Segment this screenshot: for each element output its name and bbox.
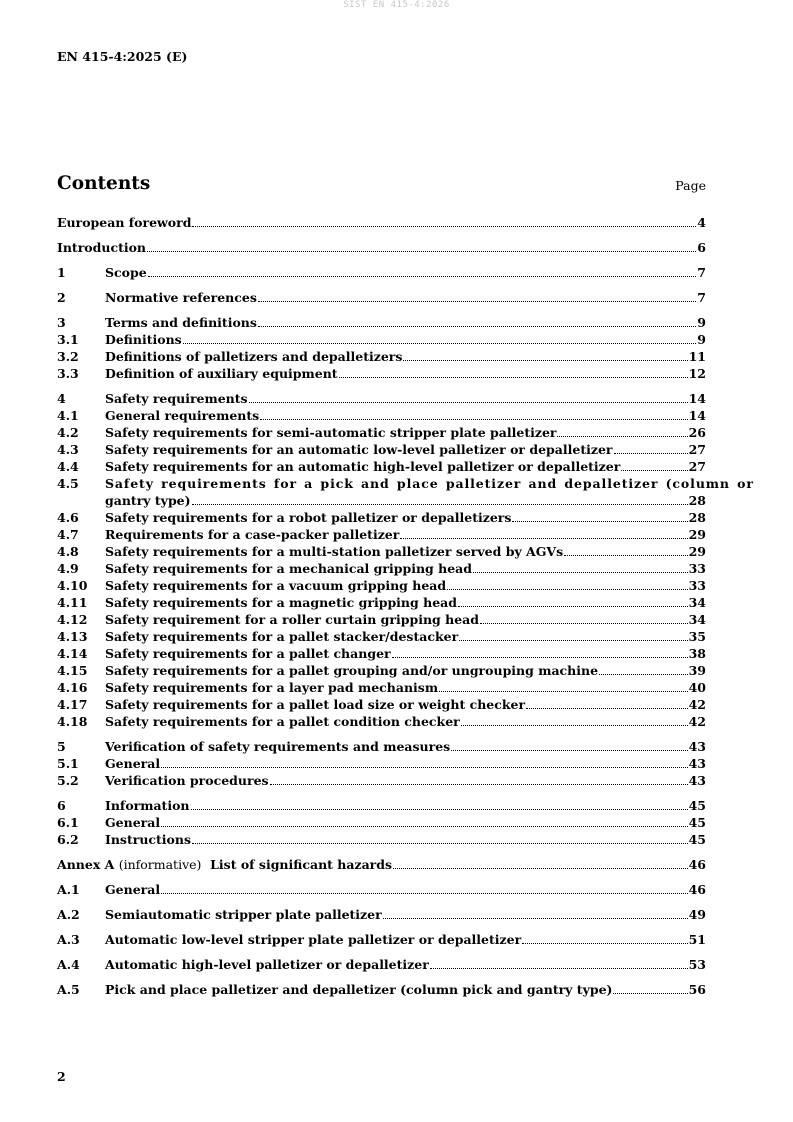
toc-entry-page: 46	[688, 882, 706, 897]
toc-entry-title: Safety requirements for a pick and place palletizer and depalletizer (column or	[105, 476, 754, 491]
toc-entry[interactable]	[57, 611, 706, 628]
toc-entry-page: 7	[697, 265, 706, 280]
leader-dots	[614, 453, 688, 454]
leader-dots	[148, 276, 697, 277]
toc-entry-page: 43	[688, 773, 706, 788]
leader-dots	[393, 868, 688, 869]
toc-entry-number: 5.1	[57, 756, 79, 771]
toc-entry[interactable]	[57, 645, 706, 662]
toc-entry[interactable]	[57, 679, 706, 696]
toc-entry[interactable]	[57, 314, 706, 331]
toc-entry-page: 11	[688, 349, 706, 364]
toc-entry-title: Safety requirements for a pallet condition checker	[105, 714, 460, 729]
toc-entry-number: 1	[57, 265, 66, 280]
toc-entry-title: General	[105, 815, 161, 830]
toc-entry-title: Safety requirements for an automatic low-level palletizer or depalletizer	[105, 442, 613, 457]
leader-dots	[621, 470, 687, 471]
toc-entry-number: A.2	[57, 907, 80, 922]
leader-dots	[522, 943, 687, 944]
toc-entry-title: Safety requirements for semi-automatic stripper plate palletizer	[105, 425, 557, 440]
leader-dots	[400, 538, 687, 539]
toc-entry-title: Safety requirements for a pallet load size or weight checker	[105, 697, 526, 712]
leader-dots	[192, 843, 688, 844]
leader-dots	[258, 326, 696, 327]
toc-entry-page: 43	[688, 756, 706, 771]
toc-entry[interactable]	[57, 881, 706, 898]
toc-entry-page: 45	[688, 832, 706, 847]
leader-dots	[458, 606, 688, 607]
toc-entry-number: A.5	[57, 982, 80, 997]
toc-entry-title: Definitions of palletizers and depalletizers	[105, 349, 403, 364]
leader-dots	[451, 750, 687, 751]
toc-entry-page: 9	[697, 332, 706, 347]
toc-entry[interactable]	[57, 831, 706, 848]
toc-entry-page: 49	[688, 907, 706, 922]
toc-entry-title: Safety requirements for an automatic high-level palletizer or depalletizer	[105, 459, 621, 474]
leader-dots	[473, 572, 688, 573]
toc-entry[interactable]	[57, 407, 706, 424]
toc-entry-number: 4.3	[57, 442, 79, 457]
toc-entry-title: Safety requirements for a pallet grouping and/or ungrouping machine	[105, 663, 599, 678]
toc-entry-title: Safety requirements for a robot palletizer or depalletizers	[105, 510, 512, 525]
leader-dots	[249, 402, 688, 403]
leader-dots	[461, 725, 688, 726]
toc-entry-title: European foreword	[57, 215, 192, 230]
toc-entry[interactable]	[57, 662, 706, 679]
toc-entry-title: Safety requirements for a vacuum gripping head	[105, 578, 447, 593]
toc-entry[interactable]	[57, 365, 706, 382]
toc-entry-page: 39	[688, 663, 706, 678]
leader-dots	[512, 521, 687, 522]
toc-entry-title: Automatic high-level palletizer or depalletizer	[105, 957, 429, 972]
toc-entry[interactable]	[57, 390, 706, 407]
toc-entry-title: Pick and place palletizer and depalletizer (column pick and gantry type)	[105, 982, 613, 997]
toc-entry-page: 46	[688, 857, 706, 872]
toc-entry-number: 3.1	[57, 332, 79, 347]
toc-entry-number: 4.11	[57, 595, 88, 610]
leader-dots	[192, 504, 688, 505]
leader-dots	[599, 674, 688, 675]
leader-dots	[270, 784, 688, 785]
toc-entry-page: 28	[688, 510, 706, 525]
toc-entry-number: 3.3	[57, 366, 79, 381]
annex-informative: (informative)	[118, 857, 202, 872]
toc-entry-number: 6.1	[57, 815, 79, 830]
leader-dots	[339, 377, 688, 378]
toc-entry[interactable]	[57, 696, 706, 713]
toc-entry-number: 4.14	[57, 646, 88, 661]
toc-entry[interactable]	[57, 931, 706, 948]
toc-entry-number: 4.12	[57, 612, 88, 627]
table-of-contents	[57, 214, 754, 998]
toc-entry-page: 43	[688, 739, 706, 754]
toc-entry-page: 51	[688, 932, 706, 947]
watermark: SIST EN 415-4:2026	[343, 0, 450, 10]
leader-dots	[258, 301, 696, 302]
toc-entry-title: Verification of safety requirements and measures	[105, 739, 451, 754]
toc-entry[interactable]	[57, 981, 706, 998]
toc-entry-number: 5	[57, 739, 66, 754]
toc-entry-annex[interactable]	[57, 856, 706, 873]
toc-entry-page: 42	[688, 697, 706, 712]
toc-entry-page: 45	[688, 815, 706, 830]
toc-entry-page: 27	[688, 442, 706, 457]
toc-entry-title: Safety requirements for a pallet stacker/destacker	[105, 629, 459, 644]
toc-entry-page: 28	[688, 493, 706, 508]
leader-dots	[447, 589, 687, 590]
toc-entry-number: 4.6	[57, 510, 79, 525]
toc-entry[interactable]	[57, 264, 706, 281]
leader-dots	[392, 657, 688, 658]
toc-entry-page: 4	[697, 215, 706, 230]
leader-dots	[191, 809, 688, 810]
toc-entry-page: 34	[688, 612, 706, 627]
toc-entry-page: 26	[688, 425, 706, 440]
toc-entry-number: 3	[57, 315, 66, 330]
toc-entry[interactable]	[57, 906, 706, 923]
toc-entry-title: Normative references	[105, 290, 257, 305]
toc-entry-title: Scope	[105, 265, 147, 280]
toc-entry[interactable]	[57, 755, 706, 772]
toc-entry-page: 14	[688, 408, 706, 423]
toc-entry[interactable]	[57, 956, 706, 973]
toc-entry[interactable]	[57, 441, 706, 458]
leader-dots	[439, 691, 688, 692]
leader-dots	[564, 555, 687, 556]
toc-entry-number: 4.18	[57, 714, 88, 729]
toc-entry-page: 33	[688, 561, 706, 576]
toc-entry[interactable]	[57, 424, 706, 441]
toc-entry[interactable]	[57, 577, 706, 594]
toc-entry-page: 29	[688, 544, 706, 559]
toc-entry-title: Automatic low-level stripper plate palletizer or depalletizer	[105, 932, 522, 947]
toc-entry-page: 34	[688, 595, 706, 610]
toc-entry-page: 12	[688, 366, 706, 381]
toc-entry-number: 3.2	[57, 349, 79, 364]
leader-dots	[526, 708, 688, 709]
toc-entry-title: Requirements for a case-packer palletizer	[105, 527, 400, 542]
toc-entry[interactable]	[57, 814, 706, 831]
leader-dots	[383, 918, 688, 919]
toc-entry-page: 56	[688, 982, 706, 997]
toc-entry-page: 29	[688, 527, 706, 542]
leader-dots	[183, 343, 697, 344]
toc-entry-number: 6.2	[57, 832, 79, 847]
toc-entry-title: Safety requirement for a roller curtain gripping head	[105, 612, 480, 627]
toc-entry-number: 4.5	[57, 476, 79, 491]
toc-entry-title-continued: gantry type)	[105, 493, 191, 508]
toc-entry-title: Definition of auxiliary equipment	[105, 366, 338, 381]
toc-entry[interactable]	[57, 526, 706, 543]
page-column-label: Page	[675, 178, 706, 193]
leader-dots	[557, 436, 687, 437]
toc-entry-page: 6	[697, 240, 706, 255]
contents-title: Contents	[57, 173, 151, 194]
page-number: 2	[57, 1069, 66, 1084]
toc-entry-number: 4.15	[57, 663, 88, 678]
toc-entry[interactable]	[57, 543, 706, 560]
toc-entry-number: 4.1	[57, 408, 79, 423]
toc-entry-page: 14	[688, 391, 706, 406]
leader-dots	[147, 251, 696, 252]
leader-dots	[403, 360, 687, 361]
toc-entry[interactable]	[57, 348, 706, 365]
toc-entry-page: 53	[688, 957, 706, 972]
toc-entry[interactable]	[57, 797, 706, 814]
toc-entry[interactable]	[57, 628, 706, 645]
leader-dots	[192, 226, 696, 227]
toc-entry-page: 33	[688, 578, 706, 593]
toc-entry[interactable]	[57, 594, 706, 611]
leader-dots	[161, 826, 687, 827]
toc-entry[interactable]	[57, 475, 754, 492]
toc-entry-number: 2	[57, 290, 66, 305]
leader-dots	[161, 893, 687, 894]
toc-entry[interactable]	[57, 713, 706, 730]
toc-entry[interactable]	[57, 331, 706, 348]
toc-entry-number: 4.9	[57, 561, 79, 576]
toc-entry[interactable]	[57, 458, 706, 475]
toc-entry-number: 4.7	[57, 527, 79, 542]
toc-entry-title: Terms and definitions	[105, 315, 257, 330]
toc-entry-title: General requirements	[105, 408, 260, 423]
toc-entry-title: List of significant hazards	[210, 857, 393, 872]
toc-entry-title: Safety requirements for a pallet changer	[105, 646, 391, 661]
toc-entry-page: 42	[688, 714, 706, 729]
toc-entry-number: A.1	[57, 882, 80, 897]
toc-entry-number: 4.17	[57, 697, 88, 712]
toc-entry-title: Safety requirements for a mechanical gripping head	[105, 561, 473, 576]
leader-dots	[161, 767, 687, 768]
toc-entry-title: Definitions	[105, 332, 182, 347]
toc-entry-number: 4.10	[57, 578, 88, 593]
leader-dots	[260, 419, 687, 420]
toc-entry[interactable]	[57, 772, 706, 789]
toc-entry-continuation[interactable]	[57, 492, 706, 509]
toc-entry-title: Introduction	[57, 240, 147, 255]
toc-entry-title: Information	[105, 798, 190, 813]
toc-entry[interactable]	[57, 509, 706, 526]
toc-entry-page: 27	[688, 459, 706, 474]
toc-entry-title: Verification procedures	[105, 773, 269, 788]
toc-entry-number: 4.4	[57, 459, 79, 474]
toc-entry-title: General	[105, 756, 161, 771]
leader-dots	[459, 640, 687, 641]
toc-entry-number: 4.16	[57, 680, 88, 695]
toc-entry-title: Safety requirements for a layer pad mechanism	[105, 680, 439, 695]
toc-entry-number: A.4	[57, 957, 80, 972]
toc-entry-number: A.3	[57, 932, 80, 947]
toc-entry-page: 45	[688, 798, 706, 813]
leader-dots	[480, 623, 688, 624]
document-id: EN 415-4:2025 (E)	[57, 49, 188, 64]
leader-dots	[430, 968, 688, 969]
toc-entry-title: Safety requirements for a multi-station palletizer served by AGVs	[105, 544, 564, 559]
toc-entry-number: 6	[57, 798, 66, 813]
toc-entry-title: Instructions	[105, 832, 192, 847]
toc-entry-title: General	[105, 882, 161, 897]
toc-entry[interactable]	[57, 560, 706, 577]
toc-entry[interactable]	[57, 239, 706, 256]
leader-dots	[613, 993, 687, 994]
toc-entry-title: Safety requirements	[105, 391, 248, 406]
toc-entry-page: 40	[688, 680, 706, 695]
toc-entry-title: Safety requirements for a magnetic gripping head	[105, 595, 457, 610]
toc-entry[interactable]	[57, 738, 706, 755]
toc-entry-number: 4.2	[57, 425, 79, 440]
toc-entry-number: 4.13	[57, 629, 88, 644]
annex-label: Annex A	[57, 857, 115, 872]
toc-entry[interactable]	[57, 289, 706, 306]
toc-entry-page: 35	[688, 629, 706, 644]
toc-entry-number: 4.8	[57, 544, 79, 559]
toc-entry-page: 38	[688, 646, 706, 661]
toc-entry[interactable]	[57, 214, 706, 231]
toc-entry-page: 7	[697, 290, 706, 305]
toc-entry-page: 9	[697, 315, 706, 330]
toc-entry-number: 5.2	[57, 773, 79, 788]
toc-entry-title: Semiautomatic stripper plate palletizer	[105, 907, 382, 922]
toc-entry-number: 4	[57, 391, 66, 406]
